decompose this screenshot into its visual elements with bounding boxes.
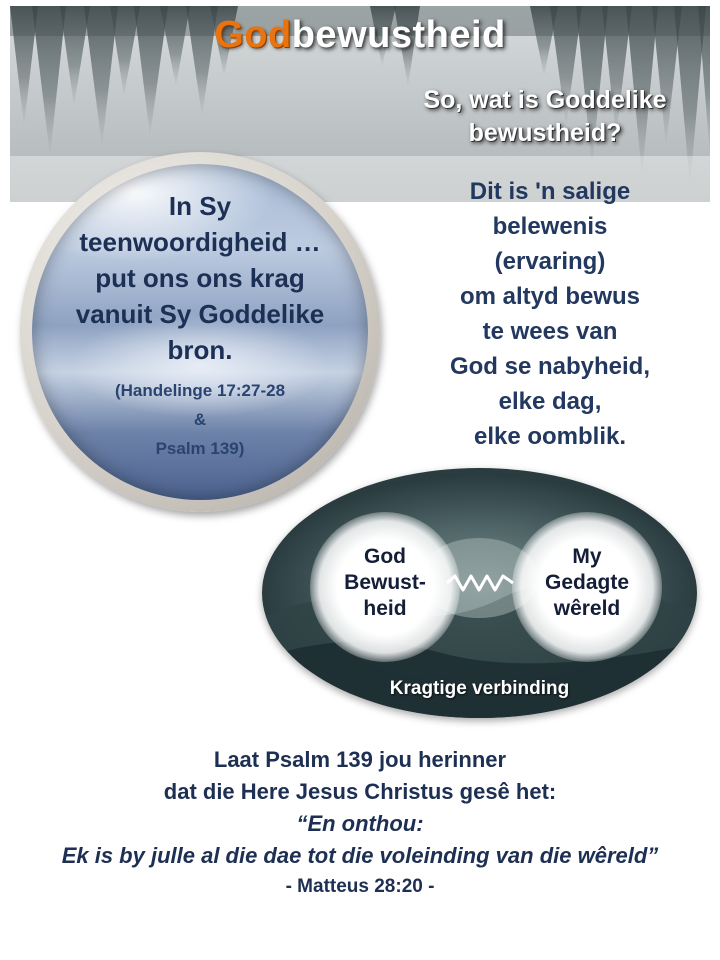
glow-line: God <box>364 545 406 568</box>
brand-title-accent: God <box>214 14 292 56</box>
definition-text <box>430 174 670 454</box>
question-line: bewustheid? <box>468 119 622 147</box>
closing-line: Laat Psalm 139 jou herinner <box>213 747 507 772</box>
definition-line: om altyd bewus <box>459 283 641 310</box>
glow-line: My <box>572 545 602 568</box>
circle-line: vanuit Sy Goddelike <box>75 299 325 329</box>
definition-line: te wees van <box>482 318 618 345</box>
definition-line: elke oomblik. <box>473 423 627 450</box>
question-line: So, wat is Goddelike <box>423 86 667 114</box>
glow-line: wêreld <box>553 597 621 620</box>
question-heading <box>385 84 705 150</box>
circle-line: In Sy <box>168 191 232 221</box>
connection-oval <box>262 468 697 718</box>
presence-circle-frame <box>20 152 380 512</box>
circle-line: put ons ons krag <box>95 263 305 293</box>
presence-circle-text <box>32 188 368 368</box>
definition-line: (ervaring) <box>494 248 606 275</box>
zigzag-connection-icon <box>445 568 515 598</box>
definition-line: God se nabyheid, <box>449 353 651 380</box>
glow-line: Bewust- <box>344 571 426 594</box>
definition-line: Dit is 'n salige <box>469 178 631 205</box>
thought-world-label <box>512 544 662 622</box>
connection-caption: Kragtige verbinding <box>389 678 570 699</box>
god-awareness-label <box>310 544 460 622</box>
thought-world-glow <box>512 512 662 662</box>
brand-title <box>0 14 720 57</box>
reference-line: Psalm 139) <box>155 439 245 458</box>
presence-circle-image <box>32 164 368 500</box>
closing-line: dat die Here Jesus Christus gesê het: <box>163 779 557 804</box>
circle-line: teenwoordigheid … <box>79 227 321 257</box>
brand-title-rest: bewustheid <box>291 14 506 56</box>
definition-line: elke dag, <box>498 388 602 415</box>
reference-line: (Handelinge 17:27-28 <box>114 381 286 400</box>
closing-text <box>0 744 720 902</box>
quote-reference: - Matteus 28:20 - <box>285 876 435 897</box>
scripture-reference <box>32 376 368 463</box>
definition-line: belewenis <box>492 213 608 240</box>
quote-line: “En onthou: <box>296 811 424 836</box>
reference-line: & <box>193 410 207 429</box>
god-awareness-glow <box>310 512 460 662</box>
quote-line: Ek is by julle al die dae tot die voleinding van die wêreld” <box>61 843 659 868</box>
circle-line: bron. <box>167 335 233 365</box>
glow-line: heid <box>363 597 407 620</box>
glow-line: Gedagte <box>544 571 630 594</box>
